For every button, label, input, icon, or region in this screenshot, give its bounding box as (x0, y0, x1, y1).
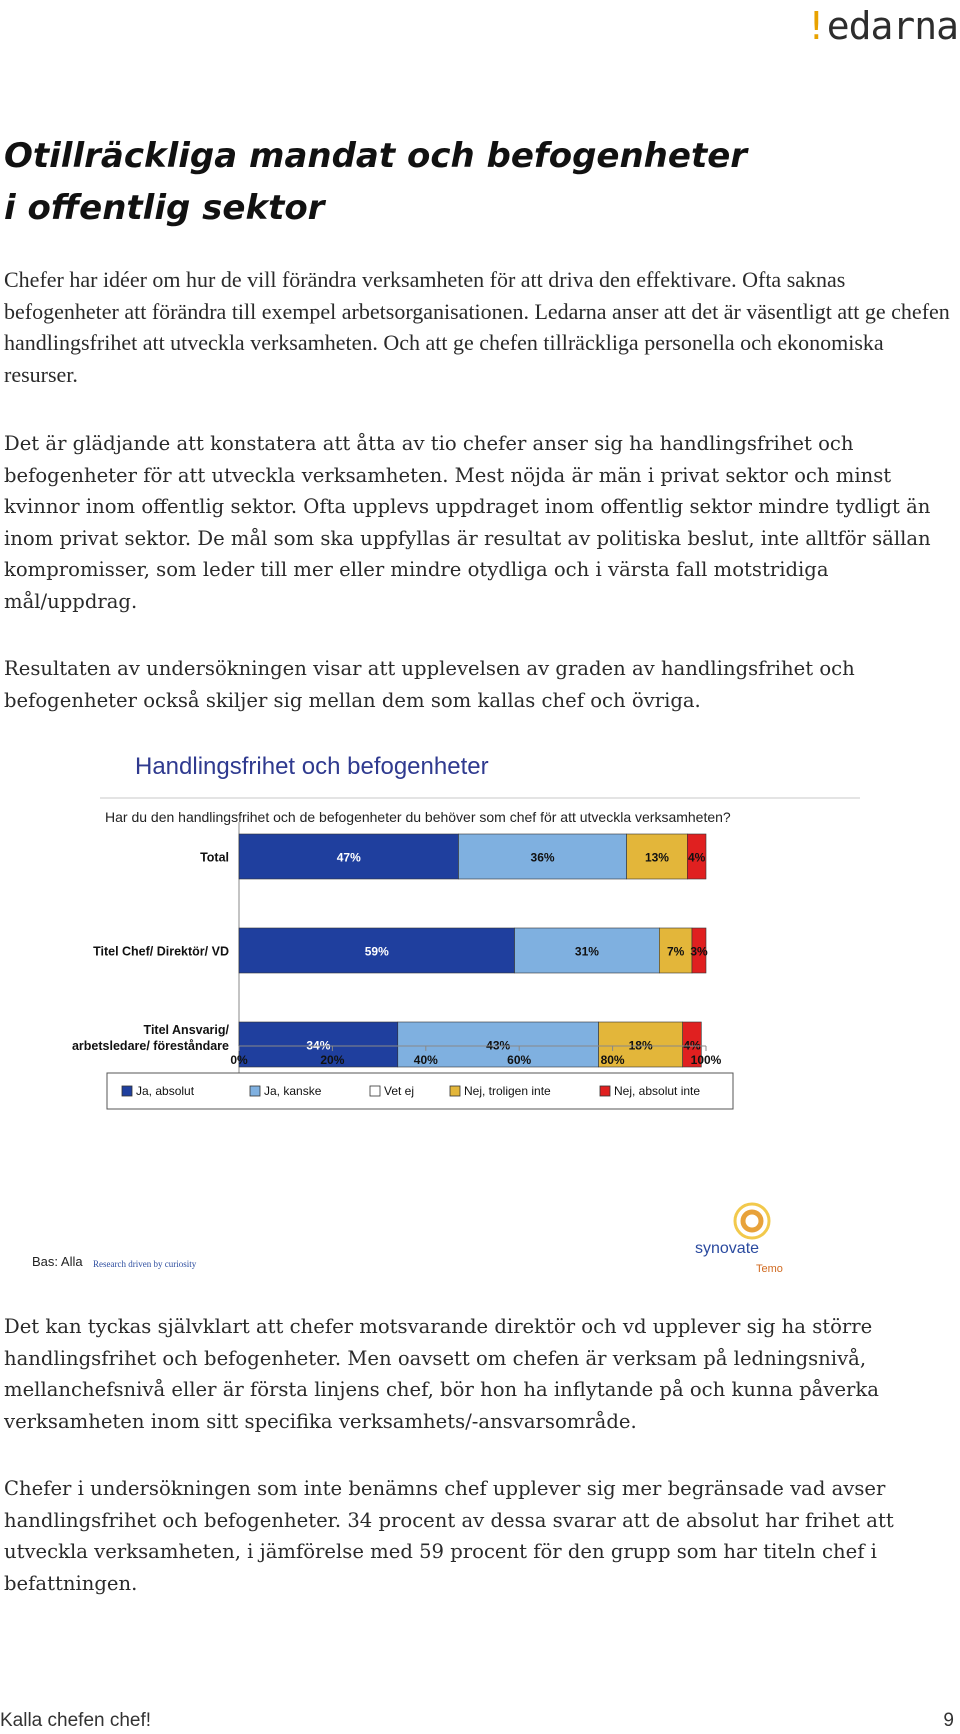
legend-swatch (450, 1086, 460, 1096)
legend-label: Vet ej (384, 1084, 415, 1098)
legend-label: Ja, absolut (136, 1084, 195, 1098)
legend-swatch (122, 1086, 132, 1096)
data-label: 34% (306, 1038, 331, 1053)
title-line-2: i offentlig sektor (4, 188, 325, 228)
data-label: 7% (666, 944, 685, 959)
category-label-line: Titel Chef/ Direktör/ VD (93, 944, 229, 959)
data-label: 36% (530, 850, 555, 865)
data-label: 31% (574, 944, 599, 959)
data-label: 43% (486, 1038, 511, 1053)
data-label: 18% (628, 1038, 653, 1053)
data-label: 4% (683, 1038, 701, 1053)
data-label: 47% (336, 850, 361, 865)
legend-label: Nej, absolut inte (614, 1084, 701, 1098)
data-label: 13% (644, 850, 669, 865)
synovate-sub: Temo (756, 1263, 783, 1275)
page-title (4, 130, 747, 234)
synovate-brand: synovate (695, 1240, 760, 1257)
chart-subtitle: Har du den handlingsfrihet och de befogenheter du behöver som chef för att utveckla verksamheten? (105, 809, 731, 825)
footer-title: Kalla chefen chef! (0, 1710, 152, 1731)
x-tick-label: 60% (507, 1053, 532, 1067)
base-label: Bas: Alla (32, 1254, 83, 1269)
ledarna-logo: !edarna (804, 4, 958, 48)
handlingsfrihet-chart (32, 736, 860, 1286)
x-tick-label: 80% (600, 1053, 625, 1067)
legend-label: Ja, kanske (264, 1084, 322, 1098)
paragraph-discussion: Det kan tyckas självklart att chefer motsvarande direktör och vd upplever sig ha större handlingsfrihet och befogenheter. Men oavsett om chefen är verksam på ledningsnivå, mellanchefsnivå eller är första linjens chef, bör hon ha inflytande på och kunna påverka verksamheten inom sitt specifika verksamhets/-ansvarsområde. (4, 1315, 879, 1433)
x-tick-label: 100% (690, 1053, 722, 1067)
category-label-line: arbetsledare/ föreståndare (71, 1039, 229, 1053)
legend-swatch (600, 1086, 610, 1096)
paragraph-results: Det är glädjande att konstatera att åtta av tio chefer anser sig ha handlingsfrihet och befogenheter för att utveckla verksamheten. Mest nöjda är män i privat sektor och minst kvinnor inom offentlig sektor. Ofta upplevs uppdraget inom offentlig sektor mindre tydligt än inom privat sektor. De mål som ska uppfyllas är resultat av politiska beslut, inte alltför sällan kompromisser, som leder till mer eller mindre otydliga och i värsta fall motstridiga mål/uppdrag. (4, 432, 931, 613)
x-tick-label: 0% (230, 1053, 248, 1067)
source-tagline: Research driven by curiosity (93, 1259, 197, 1269)
data-label: 3% (690, 944, 708, 959)
legend-swatch (370, 1086, 380, 1096)
legend-label: Nej, troligen inte (464, 1084, 551, 1098)
data-label: 4% (687, 850, 706, 865)
x-tick-label: 40% (413, 1053, 438, 1067)
category-label-line: Total (200, 850, 229, 865)
category-label (200, 851, 229, 865)
category-label-line: Titel Ansvarig/ (143, 1023, 229, 1037)
title-line-1: Otillräckliga mandat och befogenheter (4, 136, 748, 176)
legend-swatch (250, 1086, 260, 1096)
paragraph-intro: Chefer har idéer om hur de vill förändra verksamheten för att driva den effektivare. Ofta saknas befogenheter att förändra till exempel arbetsorganisationen. Ledarna anser att det är väsentligt att ge chefen handlingsfrihet att utveckla verksamheten. Och att ge chefen tillräckliga personella och ekonomiska resurser. (4, 267, 950, 387)
chart-title: Handlingsfrihet och befogenheter (135, 753, 489, 780)
paragraph-conclusion: Chefer i undersökningen som inte benämns chef upplever sig mer begränsade vad avser handlingsfrihet och befogenheter. 34 procent av dessa svarar att de absolut har frihet att utveckla verksamheten, i jämförelse med 59 procent för den grupp som har titeln chef i befattningen. (4, 1477, 894, 1595)
data-label: 59% (364, 944, 389, 959)
page-number: 9 (943, 1710, 954, 1731)
paragraph-chart-intro: Resultaten av undersökningen visar att upplevelsen av graden av handlingsfrihet och befogenheter också skiljer sig mellan dem som kallas chef och övriga. (4, 657, 855, 712)
category-label (93, 945, 229, 959)
x-tick-label: 20% (320, 1053, 345, 1067)
